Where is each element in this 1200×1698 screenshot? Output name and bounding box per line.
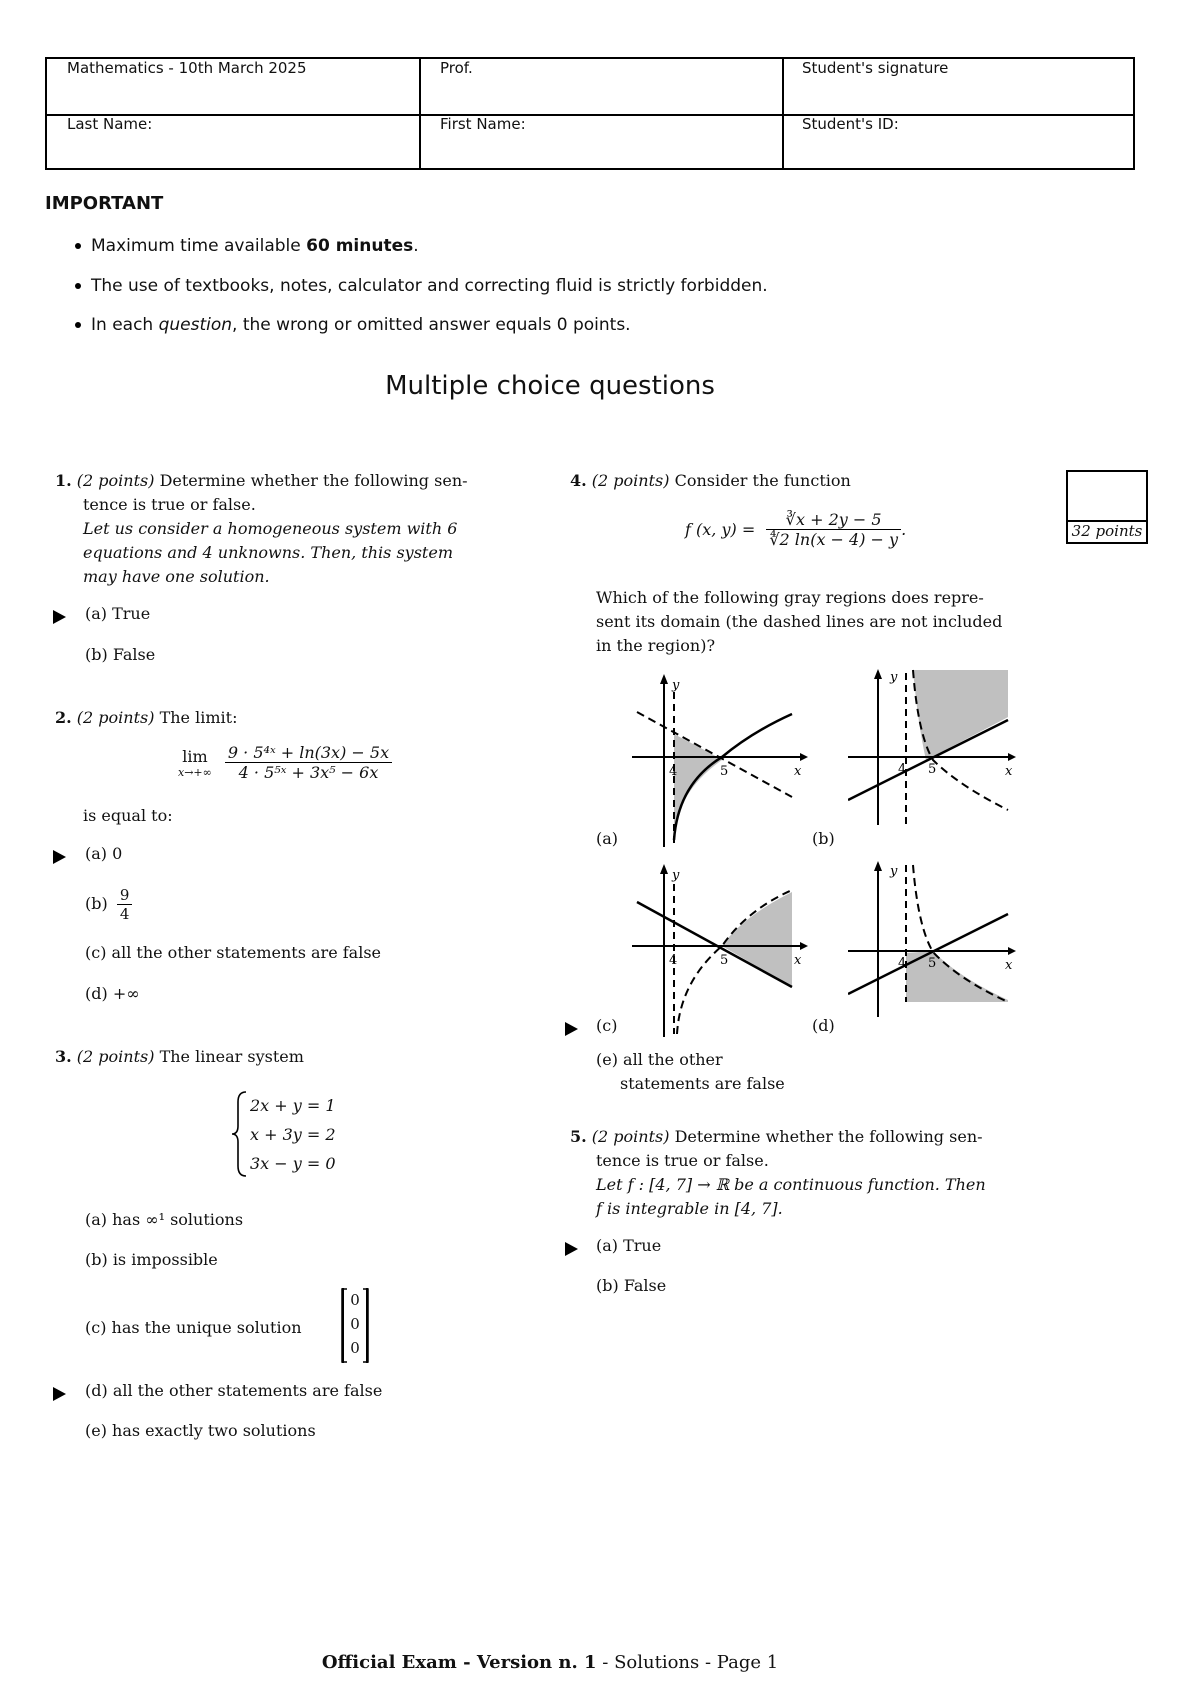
section-title: Multiple choice questions <box>385 371 715 401</box>
q5-option-a[interactable]: (a) True <box>596 1236 662 1255</box>
student-id-label: Student's ID: <box>802 115 899 133</box>
tick-4: 4 <box>669 953 678 968</box>
last-name-label: Last Name: <box>67 115 153 133</box>
answer-marker <box>565 1242 578 1256</box>
rule-time: Maximum time available 60 minutes. <box>75 236 419 256</box>
tick-5: 5 <box>720 764 729 779</box>
lim-sub: x→+∞ <box>178 765 212 779</box>
answer-marker <box>53 610 66 624</box>
q4-option-b[interactable]: (b) <box>812 829 835 848</box>
course-label: Mathematics - 10th March 2025 <box>67 59 307 77</box>
q4-option-c[interactable]: (c) <box>596 1016 618 1035</box>
q4-question-text: Which of the following gray regions does repre- sent its domain (the dashed lines are not included in the region)? <box>596 588 1003 655</box>
function-denominator: ∜2 ln(x − 4) − y <box>769 530 899 549</box>
q3-option-b[interactable]: (b) is impossible <box>85 1250 218 1269</box>
q2-option-d[interactable]: (d) +∞ <box>85 984 140 1003</box>
tick-4: 4 <box>898 762 907 777</box>
prof-label: Prof. <box>440 59 473 77</box>
tick-5: 5 <box>928 762 937 777</box>
solution-vector: 0 0 0 <box>342 1288 368 1363</box>
signature-label: Student's signature <box>802 59 949 77</box>
first-name-label: First Name: <box>440 115 526 133</box>
q4-function: f (x, y) = $\frac{∛x + 2y - 5}{∜2 \ln(x - 4) - y}$ . <box>685 510 907 549</box>
q4-option-a[interactable]: (a) <box>596 829 619 848</box>
lim-label: lim <box>182 746 208 766</box>
axis-y-label: y <box>890 864 898 879</box>
tick-4: 4 <box>669 764 678 779</box>
points-label: 32 points <box>1071 522 1143 540</box>
vector-brackets <box>340 1288 370 1363</box>
rule-forbidden: The use of textbooks, notes, calculator and correcting fluid is strictly forbidden. <box>75 276 768 296</box>
important-title: IMPORTANT <box>45 193 164 214</box>
axis-x-label: x <box>794 953 802 968</box>
q3-option-e[interactable]: (e) has exactly two solutions <box>85 1421 316 1440</box>
axis-y-label: y <box>672 868 680 883</box>
rule-points: In each question, the wrong or omitted answer equals 0 points. <box>75 315 631 335</box>
limit-denominator: 4 · 5⁵ˣ + 3x⁵ − 6x <box>238 763 379 782</box>
q4-option-d[interactable]: (d) <box>812 1016 835 1035</box>
function-numerator: ∛x + 2y − 5 <box>766 510 901 530</box>
q5-option-b[interactable]: (b) False <box>596 1276 667 1295</box>
q3-option-c[interactable]: (c) has the unique solution <box>85 1318 302 1337</box>
axis-y-label: y <box>672 678 680 693</box>
axis-x-label: x <box>1005 764 1013 779</box>
system-brace <box>230 1090 250 1178</box>
q1-option-a[interactable]: (a) True <box>85 604 151 623</box>
graph-a <box>632 672 812 847</box>
graph-c <box>632 862 812 1037</box>
q2-option-c[interactable]: (c) all the other statements are false <box>85 943 381 962</box>
question-2: 2. (2 points) The limit: <box>55 708 238 727</box>
q4-option-e[interactable]: (e) all the other statements are false <box>596 1050 785 1093</box>
tick-5: 5 <box>928 956 937 971</box>
q2-option-b[interactable]: (b) $\frac{9}{4}$ <box>85 886 132 923</box>
graph-d <box>848 857 1018 1017</box>
axis-x-label: x <box>1005 958 1013 973</box>
axis-y-label: y <box>890 670 898 685</box>
question-1: 1. (2 points) Determine whether the following sen- tence is true or false. Let us consider a homogeneous system with 6 equations and 4 unknowns. Then, this system may have one solution. <box>55 471 468 586</box>
question-4: 4. (2 points) Consider the function <box>570 471 851 490</box>
answer-marker <box>53 1387 66 1401</box>
q3-option-d[interactable]: (d) all the other statements are false <box>85 1381 383 1400</box>
answer-marker <box>53 850 66 864</box>
q2-option-a[interactable]: (a) 0 <box>85 844 123 863</box>
question-5: 5. (2 points) Determine whether the following sen- tence is true or false. Let f : [4, 7] → ℝ be a continuous function. Then f is integrable in [4, 7]. <box>570 1127 986 1218</box>
q2-limit <box>178 743 392 782</box>
answer-marker <box>565 1022 578 1036</box>
q2-equal-text: is equal to: <box>83 806 173 825</box>
axis-x-label: x <box>794 764 802 779</box>
system-equations: 2x + y = 1 x + 3y = 2 3x − y = 0 <box>250 1096 336 1173</box>
q3-option-a[interactable]: (a) has ∞¹ solutions <box>85 1210 244 1229</box>
tick-5: 5 <box>720 953 729 968</box>
question-3: 3. (2 points) The linear system <box>55 1047 304 1066</box>
points-box <box>1066 470 1148 544</box>
page-footer: Official Exam - Version n. 1 - Solutions - Page 1 <box>321 1652 779 1673</box>
limit-numerator: 9 · 5⁴ˣ + ln(3x) − 5x <box>225 743 392 763</box>
tick-4: 4 <box>898 956 907 971</box>
graph-b <box>848 665 1018 825</box>
q1-option-b[interactable]: (b) False <box>85 645 156 664</box>
